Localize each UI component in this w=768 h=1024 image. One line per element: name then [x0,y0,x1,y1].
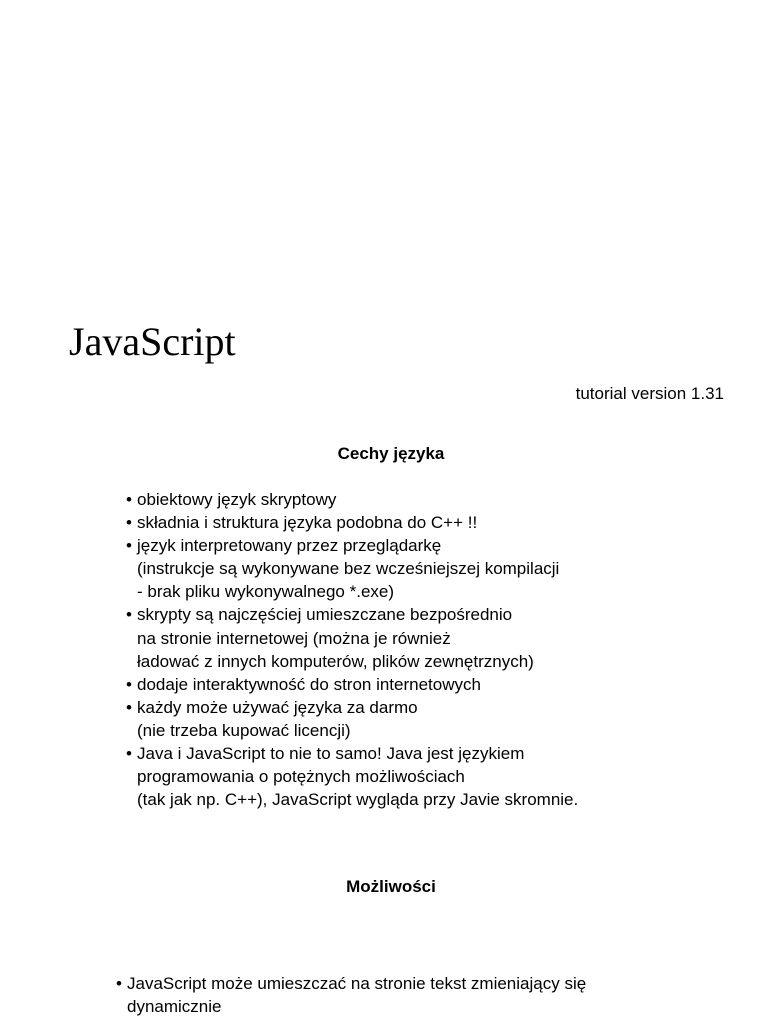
list-item: • język interpretowany przez przeglądarkę (instrukcje są wykonywane bez wcześniejszej kompilacji - brak pliku wykonywalnego *.exe) [126,536,560,602]
list-item: • obiektowy język skryptowy [126,488,578,511]
section-heading-features: Cechy języka [337,444,445,463]
bullet-icon: • [126,744,132,764]
features-list [126,488,578,811]
bullet-icon: • [126,490,132,509]
bullet-icon: • [126,674,132,694]
bullet-icon: • [126,513,132,533]
list-item: • skrypty są najczęściej umieszczane bezpośrednio na stronie internetowej (można je również ładować z innych komputerów, plików zewnętrznych) [126,605,534,671]
bullet-icon: • [116,974,122,993]
bullet-icon: • [126,697,132,717]
version-label: tutorial version 1.31 [575,384,724,403]
list-item: • JavaScript może umieszczać na stronie tekst zmieniający się dynamicznie [116,974,587,1017]
list-item: • każdy może używać języka za darmo (nie trzeba kupować licencji) [126,697,418,740]
document-title: JavaScript [69,319,236,364]
capabilities-list [116,972,586,1018]
list-item: • dodaje interaktywność do stron internetowych [126,673,578,696]
list-item: • składnia i struktura języka podobna do C++ !! [126,511,578,534]
bullet-icon: • [126,605,132,625]
list-item: • Java i JavaScript to nie to samo! Java jest językiem programowania o potężnych możliwościach (tak jak np. C++), JavaScript wygląda przy Javie skromnie. [126,744,579,810]
section-heading-capabilities: Możliwości [346,877,436,896]
bullet-icon: • [126,536,132,556]
